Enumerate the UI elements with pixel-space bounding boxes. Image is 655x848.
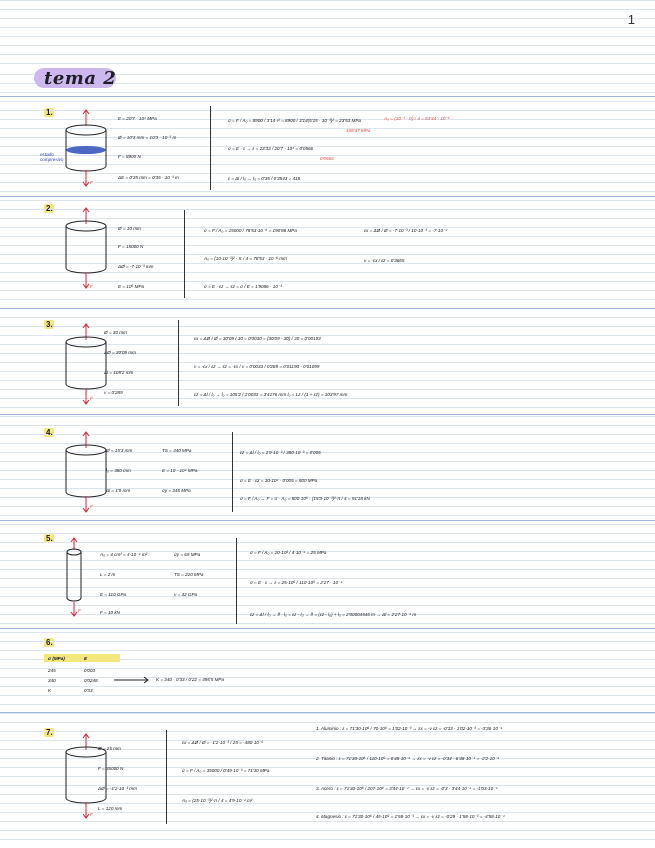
solution-line: A₀ = (10·10⁻³)² · π / 4 = 78'53 · 10⁻⁶ mm xyxy=(204,256,287,261)
section-divider xyxy=(0,96,655,97)
diagram-note: estado compresivo xyxy=(40,152,64,162)
data-line: L = 120 mm xyxy=(98,806,123,811)
data-line: σy = 345 MPa xyxy=(162,488,191,493)
data-line: Ø = 10 mm xyxy=(118,226,141,231)
data-line: TS = 340 MPa xyxy=(162,448,192,453)
column-rule xyxy=(166,730,167,824)
data-line: F = 15000 N xyxy=(118,244,144,249)
problem-number: 4. xyxy=(46,428,53,437)
data-line: E = 110 GPa xyxy=(100,592,127,597)
solution-line: εx = ΔØ / Ø = -1'2·10⁻³ / 25 = -480·10⁻⁶ xyxy=(182,740,264,745)
data-line: Ø = 15'3 mm xyxy=(106,448,133,453)
section-divider xyxy=(0,196,655,197)
data-line: E = 20'7 · 10⁴ MPa xyxy=(118,116,157,121)
data-line: ΔE = 0'35 mm = 0'35 · 10⁻³ m xyxy=(118,175,179,180)
section-divider xyxy=(0,520,655,521)
annotation: 108'47 MPa xyxy=(346,128,371,133)
problem-number: 1. xyxy=(46,108,53,117)
page-title: tema 2 xyxy=(44,68,117,89)
notebook-page: 1 tema 2 1. estado compresivo E = 20'7 · 10⁴ MPa Ø = 10'3 mm = 10'3 · 10⁻³ m F = 8900 N ΔE = 0'35 mm = 0'35 · 10⁻³ m σ = F / A₀ = 8900 / 3'14·r² = 8900 / 3'14(5'15 · 10⁻³)² = 23'53 MPa A₀ = (10⁻³ · π) / 4 = 83'44 · 10⁻⁶ σ = E · ε → ε = 23'33 / 20'7 · 10⁴ = 0'0566 ε = Δl / l₀ → l₀ = 0'35 / 0'3543 = 415 108'47 MPa 0'0566 2. Ø = 10 mm F = 15000 N ΔØ = -7·10⁻³ mm E = 10⁵ MPa σ = F / A₀ = 15000 / 78'53·10⁻⁶ = 190'86 MPa A₀ = (10·10⁻³)² · π / 4 = 78'53 · 10⁻⁶ mm σ = E · εz → εz = σ / E = 1'9086 · 10⁻³ εx = ΔØ / Ø = -7·10⁻³ / 10·10⁻³ = -7·10⁻⁴ ν = -εx / εz = 0'3665 3. Ø = 30 mm ΔØ = 30'09 mm Δl = 105'2 mm ν = 0'289 εx = ΔØ / Ø = 30'09 / 30 = 0'0030 = (30'09 - 30) / 30 = 0'00193 ν = -εx / εz → εz = -εx / ν = 0'0033 / 0'289 = 0'01190 · 0'01099 εz = Δl / l₀ → l₀ = 105'2 / 1'0033 = 3'4176 mm l₀ = Lz / (1 + εz) = 103'97 mm 4. Ø = 15'3 mm l₀ = 380 mm Δl = 1'9 mm TS = 340 MPa E = 10 · 10⁴ MPa σy = 345 MPa εz = Δl / l₀ = 1'9·10⁻³ / 380·10⁻³ = 0'005 σ = E · εz = 10·10⁴ · 0'005 = 500 MPa σ = F / A₀ → F = σ · A₀ = 500·10⁶ · (15'3·10⁻³)²·π / 4 = 91'18 kN 5. A₀ = 4 cm² = 4·10⁻⁴ m² L = 2 m E = 110 GPa F = 10 kN σy = 69 MPa TS = 220 MPa ν = 42 GPa σ = F / A₀ = 10·10³ / 4·10⁻⁴ = 25 MPa σ = E · ε → ε = 25·10⁶ / 110·10⁹ = 2'27 · 10⁻⁴ εz = Δl / l₀ → lf - l₀ = εz · l₀ → lf = (εz · l₀) + l₀ = 2'00004546 m → Δl = 2'27·10⁻⁴ m 6. σ (MPa) E 245 0'003 340 0'0248 K 0'33 K = 340 · 0'33 / 0'22 = 495'5 MPa 7. Ø = 25 mm F = 35000 N ΔØ = -1'2·10⁻³ mm L = 120 mm εx = ΔØ / Ø = -1'2·10⁻³ / 25 = -480·10⁻⁶ σ = F / A₀ = 35000 / 0'49·10⁻³ = 71'30 MPa A₀ = (25·10⁻³)²·π / 4 = 4'9·10⁻⁴ m² 1. Aluminio : ε = 71'30·10⁶ / 70·10⁹ = 1'02·10⁻³ → εx = -ν εz = -0'33 · 1'02·10⁻³ = -3'36·10⁻⁴ 2. Titanio : ε = 71'30·10⁶ / 110·10⁹ = 6'48·10⁻⁴ → εx = -ν εz = -0'34 · 6'48·10⁻⁴ = -2'2·10⁻⁴ 3. Acero : ε = 71'30·10⁶ / 207·10⁹ = 3'44·10⁻⁴ → εx = -ν εz = -0'3 · 3'44·10⁻⁴ = -1'03·10⁻⁴ 4. Magnesio : ε = 71'30·10⁶ / 45·10⁹ = 1'58·10⁻³ → εx = -ν εz = -0'29 · 1'58·10⁻³ = -4'58·10⁻⁴ F F F F F F xyxy=(0,0,655,848)
solution-line: ε = Δl / l₀ → l₀ = 0'35 / 0'3543 = 415 xyxy=(228,176,301,181)
solution-line: σ = E · εz = 10·10⁴ · 0'005 = 500 MPa xyxy=(240,478,318,483)
column-rule xyxy=(178,320,179,406)
column-rule xyxy=(232,432,233,512)
solution-line: εx = ΔØ / Ø = 30'09 / 30 = 0'0030 = (30'09 - 30) / 30 = 0'00193 xyxy=(194,336,321,341)
solution-line: εz = Δl / l₀ → lf - l₀ = εz · l₀ → lf = (εz · l₀) + l₀ = 2'00004546 m → Δl = 2'27·10⁻⁴ m xyxy=(250,612,417,617)
cylinder-diagram xyxy=(44,206,124,290)
data-line: L = 2 m xyxy=(100,572,116,577)
data-line: ΔØ = 30'09 mm xyxy=(104,350,136,355)
data-line: F = 35000 N xyxy=(98,766,124,771)
data-line: ν = 0'289 xyxy=(104,390,123,395)
problem-number: 7. xyxy=(46,728,53,737)
table-cell: 0'003 xyxy=(84,668,96,673)
material-line: 1. Aluminio : ε = 71'30·10⁶ / 70·10⁹ = 1'02·10⁻³ → εx = -ν εz = -0'33 · 1'02·10⁻³ = -3'36·10⁻⁴ xyxy=(316,726,503,731)
material-line: 4. Magnesio : ε = 71'30·10⁶ / 45·10⁹ = 1'58·10⁻³ → εx = -ν εz = -0'29 · 1'58·10⁻³ = -4'58·10⁻⁴ xyxy=(316,814,505,819)
solution-line: σ = E · εz → εz = σ / E = 1'9086 · 10⁻³ xyxy=(204,284,282,289)
solution-line: A₀ = (25·10⁻³)²·π / 4 = 4'9·10⁻⁴ m² xyxy=(182,798,253,803)
solution-line: σ = F / A₀ = 8900 / 3'14·r² = 8900 / 3'14(5'15 · 10⁻³)² = 23'53 MPa xyxy=(228,118,361,123)
table-cell: 340 xyxy=(48,678,56,683)
material-line: 3. Acero : ε = 71'30·10⁶ / 207·10⁹ = 3'44·10⁻⁴ → εx = -ν εz = -0'3 · 3'44·10⁻⁴ = -1'03·10⁻⁴ xyxy=(316,786,498,791)
data-line: Ø = 25 mm xyxy=(98,746,121,751)
table-cell: 245 xyxy=(48,668,56,673)
problem-number: 3. xyxy=(46,320,53,329)
data-line: Δl = 105'2 mm xyxy=(104,370,134,375)
table-cell: 0'0248 xyxy=(84,678,98,683)
column-rule xyxy=(210,106,211,190)
solution-line: σ = E · ε → ε = 23'33 / 20'7 · 10⁴ = 0'0566 xyxy=(228,146,314,151)
data-line: l₀ = 380 mm xyxy=(106,468,131,473)
data-line: ΔØ = -7·10⁻³ mm xyxy=(118,264,154,269)
data-line: Ø = 10'3 mm = 10'3 · 10⁻³ m xyxy=(118,135,177,140)
solution-line: εx = ΔØ / Ø = -7·10⁻³ / 10·10⁻³ = -7·10⁻⁴ xyxy=(364,228,448,233)
section-divider xyxy=(0,414,655,415)
material-line: 2. Titanio : ε = 71'30·10⁶ / 110·10⁹ = 6'48·10⁻⁴ → εx = -ν εz = -0'34 · 6'48·10⁻⁴ = -2'2·10⁻⁴ xyxy=(316,756,500,761)
arrow-icon xyxy=(112,676,152,684)
data-line: A₀ = 4 cm² = 4·10⁻⁴ m² xyxy=(100,552,148,557)
table-cell: 0'33 xyxy=(84,688,93,693)
data-line: F = 8900 N xyxy=(118,154,141,159)
table-header: σ (MPa) xyxy=(48,656,65,661)
solution-line: σ = F / A₀ = 15000 / 78'53·10⁻⁶ = 190'86 MPa xyxy=(204,228,297,233)
solution-line: σ = E · ε → ε = 25·10⁶ / 110·10⁹ = 2'27 · 10⁻⁴ xyxy=(250,580,343,585)
problem-number: 6. xyxy=(46,638,53,647)
solution-line: A₀ = (10⁻³ · π) / 4 = 83'44 · 10⁻⁶ xyxy=(384,116,450,121)
problem-number: 2. xyxy=(46,204,53,213)
solution-line: σ = F / A₀ = 35000 / 0'49·10⁻³ = 71'30 MPa xyxy=(182,768,270,773)
data-line: Ø = 30 mm xyxy=(104,330,127,335)
cylinder-diagram xyxy=(56,536,96,618)
data-line: E = 10 · 10⁴ MPa xyxy=(162,468,198,473)
solution-line: σ = F / A₀ → F = σ · A₀ = 500·10⁶ · (15'3·10⁻³)²·π / 4 = 91'18 kN xyxy=(240,496,370,501)
data-line: ΔØ = -1'2·10⁻³ mm xyxy=(98,786,137,791)
section-divider xyxy=(0,712,655,713)
data-line: σy = 69 MPa xyxy=(174,552,201,557)
data-line: E = 10⁵ MPa xyxy=(118,284,145,289)
column-rule xyxy=(184,210,185,298)
data-line: TS = 220 MPa xyxy=(174,572,204,577)
solution-line: σ = F / A₀ = 10·10³ / 4·10⁻⁴ = 25 MPa xyxy=(250,550,327,555)
solution-line: εz = Δl / l₀ = 1'9·10⁻³ / 380·10⁻³ = 0'005 xyxy=(240,450,321,455)
section-divider xyxy=(0,308,655,309)
section-divider xyxy=(0,628,655,629)
data-line: F = 10 kN xyxy=(100,610,120,615)
data-line: ν = 42 GPa xyxy=(174,592,198,597)
annotation: 0'0566 xyxy=(320,156,334,161)
cylinder-diagram xyxy=(44,108,124,188)
solution-line: ν = -εx / εz = 0'3665 xyxy=(364,258,405,263)
data-line: Δl = 1'9 mm xyxy=(106,488,131,493)
table-header: E xyxy=(84,656,88,661)
table-cell: K xyxy=(48,688,52,693)
problem-number: 5. xyxy=(46,534,53,543)
column-rule xyxy=(236,538,237,624)
page-number: 1 xyxy=(627,12,635,27)
solution-line: εz = Δl / l₀ → l₀ = 105'2 / 1'0033 = 3'4176 mm l₀ = Lz / (1 + εz) = 103'97 mm xyxy=(194,392,348,397)
solution-line: ν = -εx / εz → εz = -εx / ν = 0'0033 / 0'289 = 0'01190 · 0'01099 xyxy=(194,364,320,369)
solution-line: K = 340 · 0'33 / 0'22 = 495'5 MPa xyxy=(156,677,225,682)
